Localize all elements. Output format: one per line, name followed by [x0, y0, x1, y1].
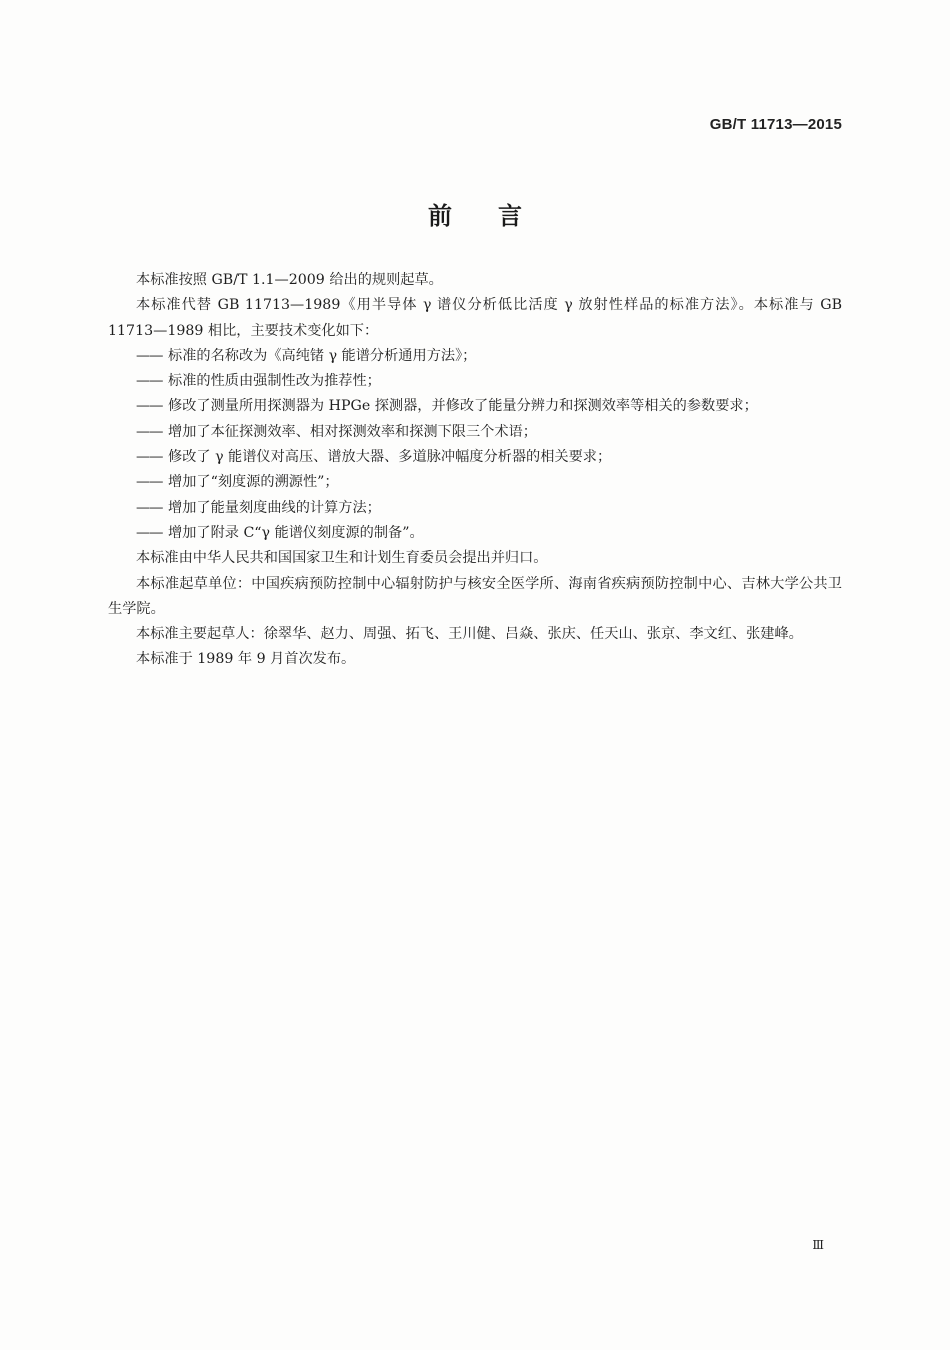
dash-marker: ——	[136, 524, 163, 541]
dash-marker: ——	[136, 449, 163, 466]
page-number: Ⅲ	[812, 1238, 824, 1252]
paragraph-proposer: 本标准由中华人民共和国国家卫生和计划生育委员会提出并归口。	[136, 550, 548, 567]
list-item	[136, 496, 842, 521]
page-title: 前言	[428, 202, 568, 230]
list-item-text: 增加了能量刻度曲线的计算方法；	[168, 499, 381, 516]
dash-marker: ——	[136, 474, 163, 491]
paragraph-drafting-units: 本标准起草单位：中国疾病预防控制中心辐射防护与核安全医学所、海南省疾病预防控制中心、吉林大学公共卫生学院。	[108, 575, 842, 617]
dash-marker: ——	[136, 398, 163, 415]
list-item-text: 增加了本征探测效率、相对探测效率和探测下限三个术语；	[168, 423, 537, 440]
list-item	[136, 445, 842, 470]
paragraph-replacement: 本标准代替 GB 11713—1989《用半导体 γ 谱仪分析低比活度 γ 放射性样品的标准方法》。本标准与 GB 11713—1989 相比，主要技术变化如下：	[108, 297, 842, 339]
list-item	[136, 470, 842, 495]
list-item-text: 增加了“刻度源的溯源性”；	[168, 474, 339, 491]
list-item	[136, 420, 842, 445]
dash-marker: ——	[136, 373, 163, 390]
paragraph-first-release: 本标准于 1989 年 9 月首次发布。	[136, 651, 356, 668]
list-item	[136, 369, 842, 394]
list-item-text: 修改了测量所用探测器为 HPGe 探测器，并修改了能量分辨力和探测效率等相关的参数要求；	[168, 398, 758, 415]
dash-marker: ——	[136, 423, 163, 440]
list-item-text: 修改了 γ 能谱仪对高压、谱放大器、多道脉冲幅度分析器的相关要求；	[168, 449, 612, 466]
list-item-text: 标准的名称改为《高纯锗 γ 能谱分析通用方法》；	[168, 347, 477, 364]
standard-code: GB/T 11713—2015	[709, 116, 842, 133]
paragraph-drafters: 本标准主要起草人：徐翠华、赵力、周强、拓飞、王川健、吕焱、张庆、任天山、张京、李文红、张建峰。	[136, 626, 803, 643]
list-item-text: 增加了附录 C“γ 能谱仪刻度源的制备”。	[168, 524, 424, 541]
dash-marker: ——	[136, 347, 163, 364]
list-item	[136, 521, 842, 546]
list-item	[136, 394, 842, 419]
changes-list	[108, 344, 842, 546]
dash-marker: ——	[136, 499, 163, 516]
list-item	[136, 344, 842, 369]
preface-body	[108, 268, 842, 673]
paragraph-drafting-rules: 本标准按照 GB/T 1.1—2009 给出的规则起草。	[136, 272, 443, 288]
list-item-text: 标准的性质由强制性改为推荐性；	[168, 373, 381, 390]
